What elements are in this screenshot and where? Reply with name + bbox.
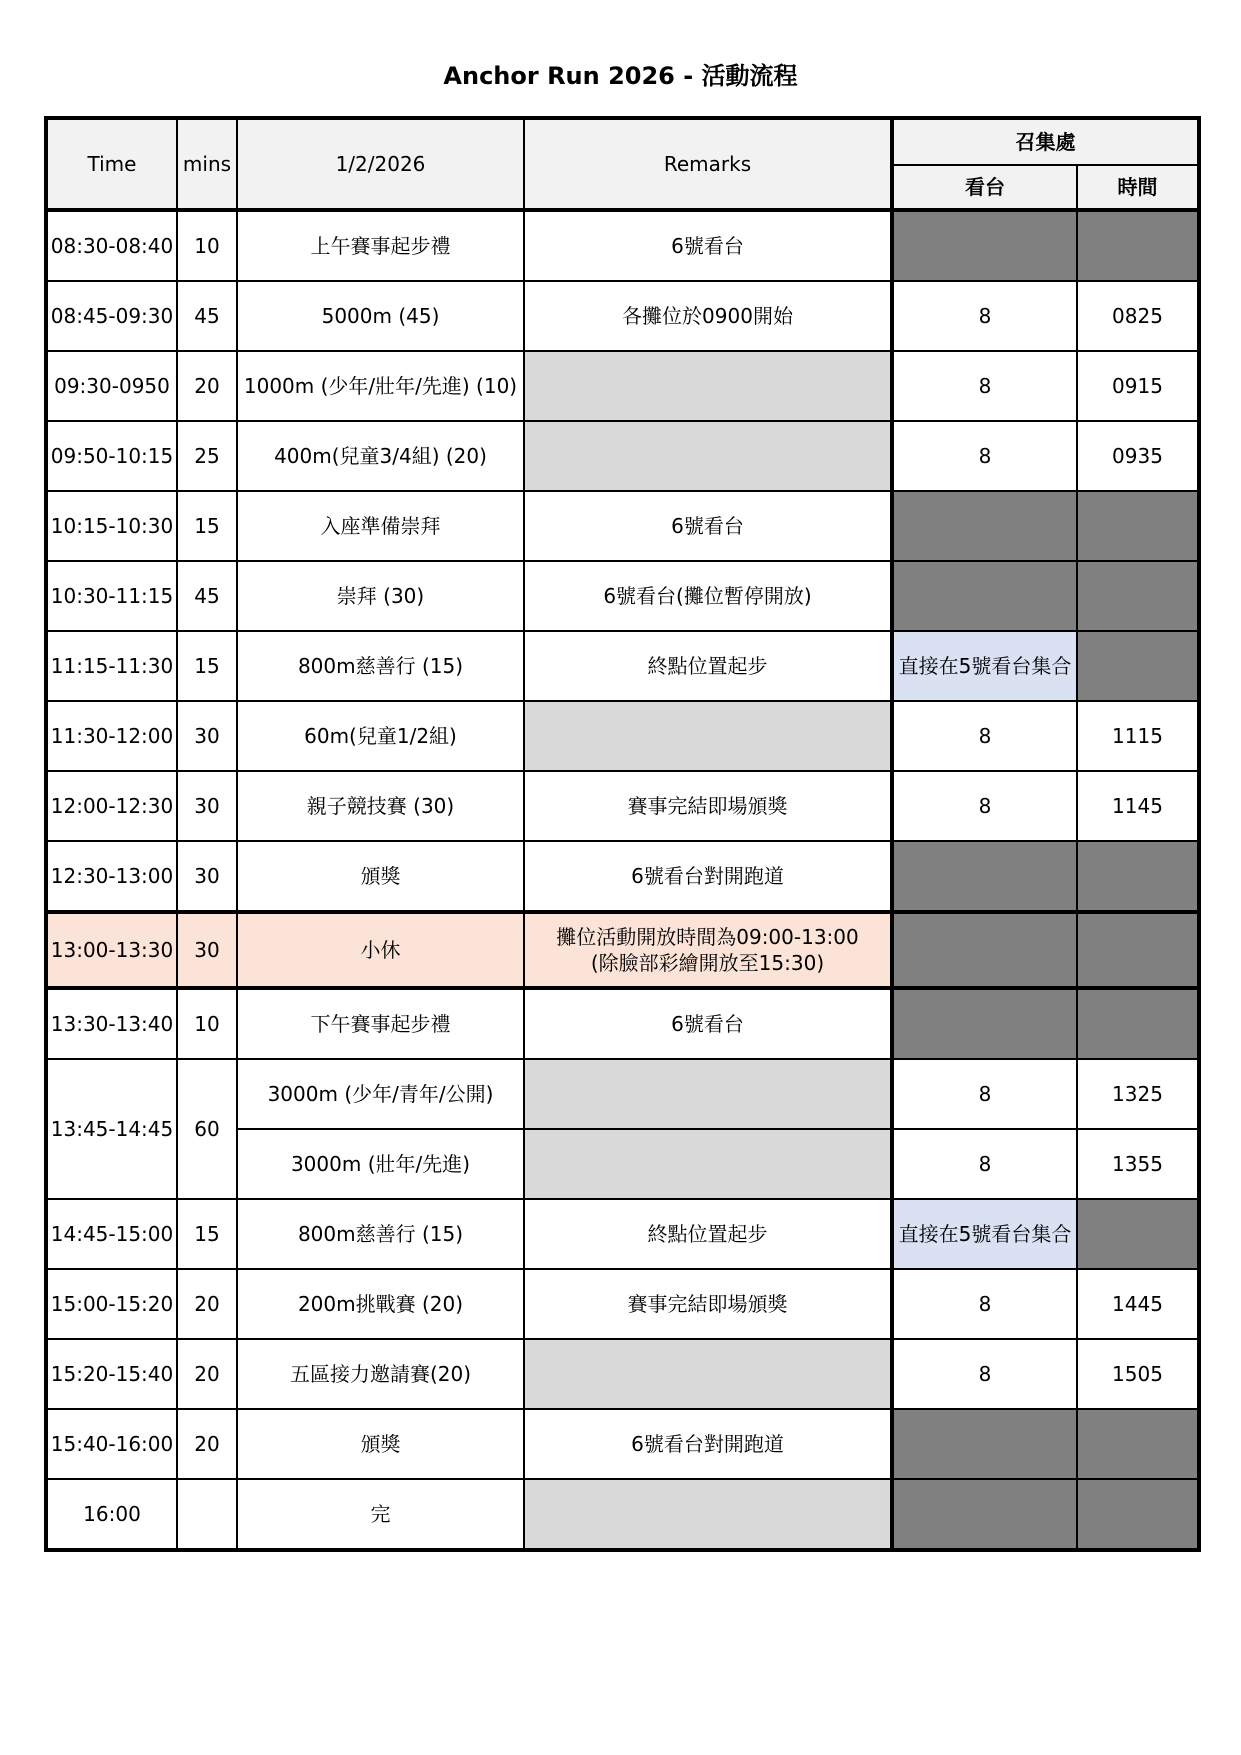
event-cell: 3000m (壯年/先進) bbox=[237, 1129, 524, 1199]
mins-cell: 30 bbox=[177, 841, 237, 912]
assembly-time-cell bbox=[1077, 210, 1199, 281]
event-cell: 親子競技賽 (30) bbox=[237, 771, 524, 841]
remark-cell bbox=[524, 701, 892, 771]
stand-cell: 8 bbox=[892, 421, 1077, 491]
remark-cell: 6號看台對開跑道 bbox=[524, 841, 892, 912]
remark-cell: 6號看台(攤位暫停開放) bbox=[524, 561, 892, 631]
event-cell: 頒獎 bbox=[237, 1409, 524, 1479]
assembly-time-cell bbox=[1077, 491, 1199, 561]
assembly-time-cell bbox=[1077, 1409, 1199, 1479]
event-cell: 1000m (少年/壯年/先進) (10) bbox=[237, 351, 524, 421]
remark-line: (除臉部彩繪開放至15:30) bbox=[590, 951, 825, 975]
assembly-time-cell bbox=[1077, 1479, 1199, 1550]
table-row bbox=[46, 912, 1199, 988]
remark-cell: 6號看台 bbox=[524, 491, 892, 561]
assembly-time-cell: 0915 bbox=[1077, 351, 1199, 421]
remark-cell bbox=[524, 421, 892, 491]
time-cell: 13:45-14:45 bbox=[46, 1059, 177, 1199]
remark-cell: 賽事完結即場頒獎 bbox=[524, 1269, 892, 1339]
stand-cell: 8 bbox=[892, 351, 1077, 421]
event-cell: 頒獎 bbox=[237, 841, 524, 912]
remark-line: 攤位活動開放時間為09:00-13:00 bbox=[556, 925, 859, 949]
table-row bbox=[46, 631, 1199, 701]
mins-cell: 20 bbox=[177, 1339, 237, 1409]
event-cell: 五區接力邀請賽(20) bbox=[237, 1339, 524, 1409]
time-cell: 12:00-12:30 bbox=[46, 771, 177, 841]
assembly-time-cell bbox=[1077, 988, 1199, 1059]
table-row bbox=[46, 561, 1199, 631]
stand-cell bbox=[892, 912, 1077, 988]
mins-cell: 45 bbox=[177, 561, 237, 631]
time-cell: 11:30-12:00 bbox=[46, 701, 177, 771]
header-assembly-time: 時間 bbox=[1077, 165, 1199, 210]
stand-cell bbox=[892, 1479, 1077, 1550]
time-cell: 14:45-15:00 bbox=[46, 1199, 177, 1269]
time-cell: 13:30-13:40 bbox=[46, 988, 177, 1059]
remark-cell bbox=[524, 1479, 892, 1550]
time-cell: 15:00-15:20 bbox=[46, 1269, 177, 1339]
mins-cell: 15 bbox=[177, 491, 237, 561]
header-date: 1/2/2026 bbox=[237, 118, 524, 210]
assembly-time-cell: 0935 bbox=[1077, 421, 1199, 491]
stand-cell bbox=[892, 1409, 1077, 1479]
event-cell: 200m挑戰賽 (20) bbox=[237, 1269, 524, 1339]
remark-cell bbox=[524, 351, 892, 421]
table-row bbox=[46, 1059, 1199, 1129]
assembly-time-cell bbox=[1077, 631, 1199, 701]
time-cell: 15:40-16:00 bbox=[46, 1409, 177, 1479]
event-cell: 小休 bbox=[237, 912, 524, 988]
assembly-time-cell: 1145 bbox=[1077, 771, 1199, 841]
assembly-time-cell bbox=[1077, 561, 1199, 631]
assembly-time-cell bbox=[1077, 912, 1199, 988]
event-cell: 5000m (45) bbox=[237, 281, 524, 351]
stand-cell: 8 bbox=[892, 1129, 1077, 1199]
stand-cell bbox=[892, 210, 1077, 281]
event-cell: 入座準備崇拜 bbox=[237, 491, 524, 561]
time-cell: 11:15-11:30 bbox=[46, 631, 177, 701]
stand-cell: 8 bbox=[892, 771, 1077, 841]
remark-cell: 賽事完結即場頒獎 bbox=[524, 771, 892, 841]
stand-cell bbox=[892, 491, 1077, 561]
table-row bbox=[46, 841, 1199, 912]
stand-cell bbox=[892, 841, 1077, 912]
table-row bbox=[46, 281, 1199, 351]
table-row bbox=[46, 988, 1199, 1059]
remark-cell: 6號看台 bbox=[524, 210, 892, 281]
remark-cell: 6號看台對開跑道 bbox=[524, 1409, 892, 1479]
event-cell: 800m慈善行 (15) bbox=[237, 631, 524, 701]
time-cell: 16:00 bbox=[46, 1479, 177, 1550]
schedule-table bbox=[44, 116, 1201, 1552]
mins-cell: 30 bbox=[177, 771, 237, 841]
assembly-time-cell: 1505 bbox=[1077, 1339, 1199, 1409]
header-assembly: 召集處 bbox=[892, 118, 1199, 165]
remark-cell bbox=[524, 1129, 892, 1199]
assembly-time-cell: 1445 bbox=[1077, 1269, 1199, 1339]
time-cell: 12:30-13:00 bbox=[46, 841, 177, 912]
stand-cell bbox=[892, 561, 1077, 631]
assembly-time-cell: 1325 bbox=[1077, 1059, 1199, 1129]
time-cell: 08:45-09:30 bbox=[46, 281, 177, 351]
remark-cell bbox=[524, 1059, 892, 1129]
table-row bbox=[46, 1339, 1199, 1409]
remark-cell: 6號看台 bbox=[524, 988, 892, 1059]
mins-cell: 10 bbox=[177, 210, 237, 281]
mins-cell: 15 bbox=[177, 1199, 237, 1269]
table-row bbox=[46, 1199, 1199, 1269]
mins-cell: 25 bbox=[177, 421, 237, 491]
remark-cell bbox=[524, 912, 892, 988]
mins-cell: 20 bbox=[177, 351, 237, 421]
remark-cell: 終點位置起步 bbox=[524, 631, 892, 701]
stand-cell: 8 bbox=[892, 701, 1077, 771]
stand-cell: 8 bbox=[892, 281, 1077, 351]
event-cell: 上午賽事起步禮 bbox=[237, 210, 524, 281]
assembly-time-cell bbox=[1077, 1199, 1199, 1269]
remark-cell: 各攤位於0900開始 bbox=[524, 281, 892, 351]
stand-cell bbox=[892, 988, 1077, 1059]
assembly-time-cell: 1355 bbox=[1077, 1129, 1199, 1199]
stand-cell: 8 bbox=[892, 1269, 1077, 1339]
table-row bbox=[46, 351, 1199, 421]
stand-cell: 8 bbox=[892, 1339, 1077, 1409]
mins-cell: 60 bbox=[177, 1059, 237, 1199]
event-cell: 3000m (少年/青年/公開) bbox=[237, 1059, 524, 1129]
table-row bbox=[46, 421, 1199, 491]
stand-cell: 8 bbox=[892, 1059, 1077, 1129]
time-cell: 09:50-10:15 bbox=[46, 421, 177, 491]
remark-cell: 終點位置起步 bbox=[524, 1199, 892, 1269]
time-cell: 13:00-13:30 bbox=[46, 912, 177, 988]
event-cell: 60m(兒童1/2組) bbox=[237, 701, 524, 771]
mins-cell bbox=[177, 1479, 237, 1550]
table-row bbox=[46, 1409, 1199, 1479]
time-cell: 15:20-15:40 bbox=[46, 1339, 177, 1409]
mins-cell: 45 bbox=[177, 281, 237, 351]
table-row bbox=[46, 701, 1199, 771]
stand-cell: 直接在5號看台集合 bbox=[892, 1199, 1077, 1269]
mins-cell: 15 bbox=[177, 631, 237, 701]
mins-cell: 10 bbox=[177, 988, 237, 1059]
header-remarks: Remarks bbox=[524, 118, 892, 210]
event-cell: 下午賽事起步禮 bbox=[237, 988, 524, 1059]
header-time: Time bbox=[46, 118, 177, 210]
time-cell: 10:30-11:15 bbox=[46, 561, 177, 631]
mins-cell: 20 bbox=[177, 1269, 237, 1339]
event-cell: 800m慈善行 (15) bbox=[237, 1199, 524, 1269]
table-row bbox=[46, 210, 1199, 281]
assembly-time-cell: 0825 bbox=[1077, 281, 1199, 351]
table-row bbox=[46, 491, 1199, 561]
event-cell: 完 bbox=[237, 1479, 524, 1550]
table-row bbox=[46, 1269, 1199, 1339]
table-row bbox=[46, 771, 1199, 841]
mins-cell: 30 bbox=[177, 912, 237, 988]
header-mins: mins bbox=[177, 118, 237, 210]
assembly-time-cell bbox=[1077, 841, 1199, 912]
stand-cell: 直接在5號看台集合 bbox=[892, 631, 1077, 701]
time-cell: 09:30-0950 bbox=[46, 351, 177, 421]
mins-cell: 20 bbox=[177, 1409, 237, 1479]
remark-cell bbox=[524, 1339, 892, 1409]
page-title: Anchor Run 2026 - 活動流程 bbox=[443, 62, 798, 90]
time-cell: 10:15-10:30 bbox=[46, 491, 177, 561]
assembly-time-cell: 1115 bbox=[1077, 701, 1199, 771]
event-cell: 崇拜 (30) bbox=[237, 561, 524, 631]
header-stand: 看台 bbox=[892, 165, 1077, 210]
table-row bbox=[46, 1479, 1199, 1550]
mins-cell: 30 bbox=[177, 701, 237, 771]
event-cell: 400m(兒童3/4組) (20) bbox=[237, 421, 524, 491]
time-cell: 08:30-08:40 bbox=[46, 210, 177, 281]
